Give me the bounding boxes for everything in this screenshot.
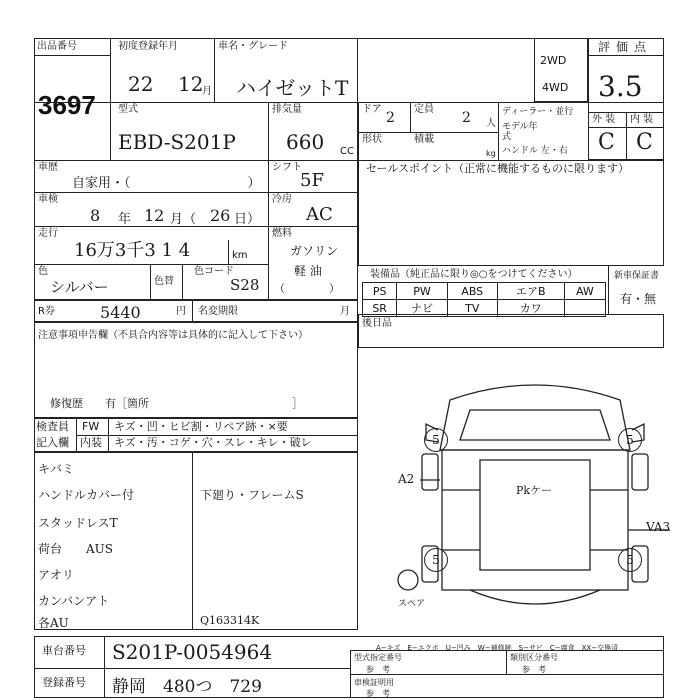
ac-value: AC [306, 204, 333, 225]
handle-label: ハンドル 左・右 [502, 146, 568, 156]
tire-rear-right: 5 [618, 548, 642, 572]
inspector-row2: キズ・汚・コゲ・穴・スレ・キレ・破レ [114, 436, 312, 449]
name-grade-label: 車名・グレード [218, 41, 288, 52]
inspector-serial-note: Q163314K [200, 614, 260, 627]
lot-no: 3697 [38, 90, 96, 120]
car-diagram [380, 370, 690, 630]
model-value: EBD-S201P [118, 130, 236, 154]
first-reg-label: 初度登録年月 [118, 41, 178, 52]
reg-cert-label: 車検証明用 [354, 678, 394, 687]
type-desig-label: 型式指定番号 [354, 653, 402, 662]
color-value: シルバー [50, 278, 109, 296]
inspector-right-note: 下廻り・フレームS [200, 488, 304, 502]
inspection-day: 26 [210, 206, 231, 225]
interior-grade: C [636, 130, 653, 155]
lot-no-label: 出品番号 [37, 41, 77, 52]
chassis-label: 車台番号 [42, 644, 86, 657]
notes-label: 注意事項申告欄（不具合内容等は具体的に記入して下さい） [38, 330, 308, 341]
diagram-a2: A2 [398, 472, 415, 486]
inspector-fill-label: 記入欄 [36, 436, 69, 449]
equip-navi: ナビ [397, 300, 447, 317]
equip-abs: ABS [447, 283, 497, 300]
capacity-label: 定員 [414, 104, 434, 115]
inspector-note-1: キバミ [38, 462, 75, 476]
model-year-label: モデル年式 [502, 122, 538, 142]
drive-4wd: 4WD [542, 81, 569, 94]
reg-expiry-unit: 月 [340, 306, 350, 317]
shift-value: 5F [300, 170, 324, 191]
first-reg-month-unit: 月 [202, 86, 212, 97]
drive-2wd: 2WD [540, 54, 567, 67]
shift-label: シフト [272, 162, 302, 173]
rear-label: 後日品 [362, 318, 392, 329]
ref-2: 参 考 [522, 665, 546, 674]
tire-front-right: 5 [618, 428, 642, 452]
shape-label: 形状 [362, 134, 382, 145]
warranty-label: 新車保証書 [614, 271, 660, 281]
inspector-note-2: ハンドルカバー付 [38, 488, 135, 502]
inspection-year-unit: 年 [118, 212, 132, 227]
plate-label: 登録番号 [42, 676, 86, 689]
inspector-interior: 内装 [80, 436, 102, 449]
model-label: 型式 [118, 104, 138, 115]
person-unit: 人 [486, 118, 496, 129]
history-label: 車歴 [38, 162, 58, 173]
equip-ps: PS [363, 283, 397, 300]
inspector-check-label: 検査員 [36, 420, 69, 433]
inspector-note-3: スタッドレスT [38, 516, 118, 530]
tire-rear-left: 5 [424, 548, 448, 572]
color-code-label: 色コード [194, 266, 234, 277]
inspector-note-4: 荷台 AUS [38, 542, 114, 556]
inspector-note-5: アオリ [38, 568, 74, 582]
chassis-value: S201P-0054964 [112, 640, 273, 664]
history-value: 自家用・（ ） [72, 176, 261, 191]
ref-3: 参 考 [366, 689, 390, 698]
equip-tv: TV [447, 300, 497, 317]
fuel-label: 燃料 [272, 228, 292, 239]
recycle-value: 5440 [100, 303, 141, 322]
fuel-paren: （ ） [274, 282, 340, 295]
first-reg-month: 12 [178, 72, 204, 96]
inspection-month-unit: 月（ [170, 212, 197, 227]
inspector-row1: キズ・凹・ヒビ割・リペア跡・×要 [114, 420, 288, 433]
exterior-grade: C [598, 130, 615, 155]
color-change-label: 色替 [154, 276, 174, 287]
displacement-value: 660 [286, 130, 325, 154]
doors-label: ドア [362, 104, 382, 115]
recycle-row [34, 300, 358, 322]
color-label: 色 [38, 266, 48, 277]
mileage-value: 16万3千3 1 4 [74, 240, 191, 261]
ac-label: 冷房 [272, 194, 292, 205]
recycle-label: R券 [38, 306, 55, 317]
diagram-spare: スペア [398, 599, 426, 609]
equip-leather: カワ [497, 300, 564, 317]
inspection-year: 8 [90, 206, 101, 225]
cc-unit: CC [340, 146, 354, 157]
equipment-table [362, 282, 606, 317]
diagram-pk: Pkケー [516, 484, 553, 497]
warranty-value: 有・無 [620, 292, 657, 306]
kg-unit: kg [486, 149, 496, 158]
inspector-fw: FW [82, 420, 100, 433]
score-value: 3.5 [598, 70, 643, 103]
repair-history: 修復歴 有［箇所 ］ [50, 397, 303, 410]
exterior-label: 外 装 [592, 114, 616, 125]
inspector-note-6: カンバンアト [38, 594, 110, 608]
doors-value: 2 [386, 110, 395, 126]
equip-pw: PW [397, 283, 447, 300]
interior-label: 内 装 [630, 114, 654, 125]
plate-value: 静岡 480つ 729 [112, 677, 262, 697]
equip-sr: SR [363, 300, 397, 317]
name-grade: ハイゼットT [236, 76, 349, 100]
inspection-day-unit: 日） [234, 212, 261, 227]
mileage-unit: km [232, 250, 248, 261]
capacity-value: 2 [462, 110, 471, 126]
mileage-label: 走行 [38, 228, 58, 239]
displacement-label: 排気量 [272, 104, 302, 115]
dealer-label: ディーラー・並行 [502, 107, 574, 117]
inspector-note-7: 各AU [38, 616, 69, 630]
sales-point-label: セールスポイント（正常に機能するものに限ります） [366, 162, 630, 175]
tire-front-left: 5 [424, 428, 448, 452]
equip-airbag: エアB [497, 283, 564, 300]
fuel-gasoline: ガソリン [290, 244, 339, 258]
first-reg-year: 22 [128, 72, 154, 96]
recycle-unit: 円 [176, 306, 186, 317]
load-label: 積載 [414, 134, 434, 145]
equip-aw: AW [564, 283, 605, 300]
inspection-label: 車検 [38, 194, 58, 205]
color-code: S28 [230, 276, 260, 294]
equipment-label: 装備品（純正品に限り◎○をつけてください） [370, 269, 578, 280]
diagram-va3: VA3 [646, 520, 671, 534]
score-label: 評価点 [598, 40, 653, 54]
ref-1: 参 考 [366, 665, 390, 674]
sales-point-box [358, 160, 664, 266]
inspection-month: 12 [144, 206, 165, 225]
class-label: 類別区分番号 [510, 653, 558, 662]
diagram-legend: A−キズ E−エクボ U−凹み W−補修跡 S−サビ C−腐食 XX−交換済 [376, 644, 619, 652]
rear-box [358, 314, 664, 348]
fuel-diesel: 軽 油 [294, 264, 322, 278]
reg-expiry-label: 名変期限 [198, 306, 238, 317]
